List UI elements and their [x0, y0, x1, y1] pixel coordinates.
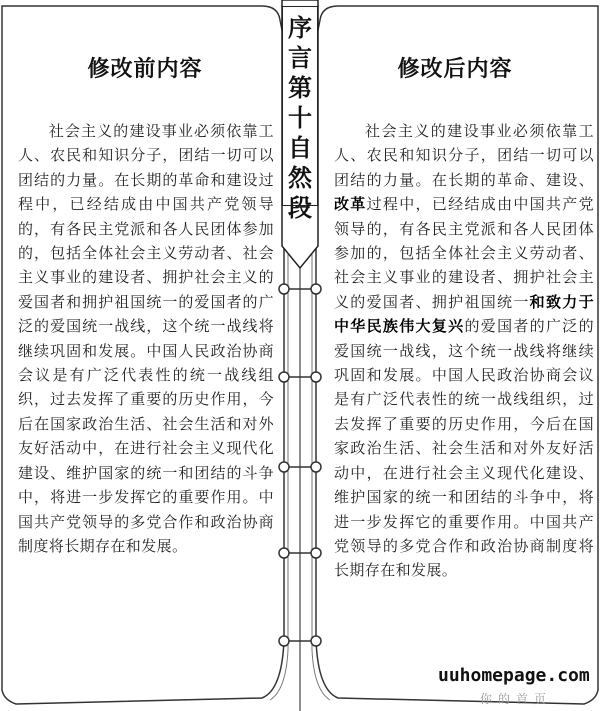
spine-title-char: 言: [288, 44, 312, 72]
before-heading: 修改前内容: [87, 57, 203, 82]
binder-ring-icon: [276, 282, 324, 296]
before-panel: [0, 0, 290, 711]
after-heading: 修改后内容: [397, 57, 513, 82]
spine-title-char: 段: [288, 194, 312, 222]
spine-title-char: 然: [288, 164, 312, 192]
after-text-3: 的爱国者的广泛的爱国统一战线，这个统一战线将继续巩固和发展。中国人民政治协商会议是有广泛代表性的统一战线组织，过去发挥了重要的历史作用，今后在国家政治生活、社会生活和对外友好活动中，在进行社会主义现代化建设、维护国家的统一和团结的斗争中，将进一步发挥它的重要作用。中国共产党领导的多党合作和政治协商制度将长期存在和发展。: [334, 317, 594, 580]
after-bold-2: 和致力于中华民族伟大复兴: [334, 292, 594, 336]
after-bold-1: 改革: [334, 195, 367, 214]
after-panel: [310, 0, 600, 711]
binder-ring-icon: [276, 460, 324, 474]
binder-ring-icon: [276, 634, 324, 648]
spine-title-char: 自: [288, 134, 312, 162]
spine-title-box: [282, 6, 318, 222]
spine-title-char: 十: [288, 104, 312, 132]
after-text-1: 社会主义的建设事业必须依靠工人、农民和知识分子，团结一切可以团结的力量。在长期的革命、建设、: [334, 122, 594, 189]
spine-title-char: 序: [288, 14, 312, 42]
watermark-sub: 你的首页: [480, 692, 553, 706]
binder-ring-icon: [276, 370, 324, 384]
binder-ring-icon: [276, 546, 324, 560]
before-text: 社会主义的建设事业必须依靠工人、农民和知识分子，团结一切可以团结的力量。在长期的革命和建设过程中，已经结成由中国共产党领导的，有各民主党派和各人民团体参加的，包括全体社会主义劳动者、社会主义事业的建设者、拥护社会主义的爱国者和拥护祖国统一的爱国者的广泛的爱国统一战线，这个统一战线将继续巩固和发展。中国人民政治协商会议是有广泛代表性的统一战线组织，过去发挥了重要的历史作用，今后在国家政治生活、社会生活和对外友好活动中，在进行社会主义现代化建设、维护国家的统一和团结的斗争中，将进一步发挥它的重要作用。中国共产党领导的多党合作和政治协商制度将长期存在和发展。: [18, 122, 274, 555]
watermark-site: uuhomepage.com: [438, 665, 590, 686]
after-text-2: 过程中，已经结成由中国共产党领导的，有各民主党派和各人民团体参加的，包括全体社会主义劳动者、社会主义事业的建设者、拥护社会主义的爱国者、拥护祖国统一: [334, 195, 594, 311]
spine-title-char: 第: [288, 74, 312, 102]
before-paragraph: [18, 119, 274, 558]
after-paragraph: [334, 119, 594, 583]
